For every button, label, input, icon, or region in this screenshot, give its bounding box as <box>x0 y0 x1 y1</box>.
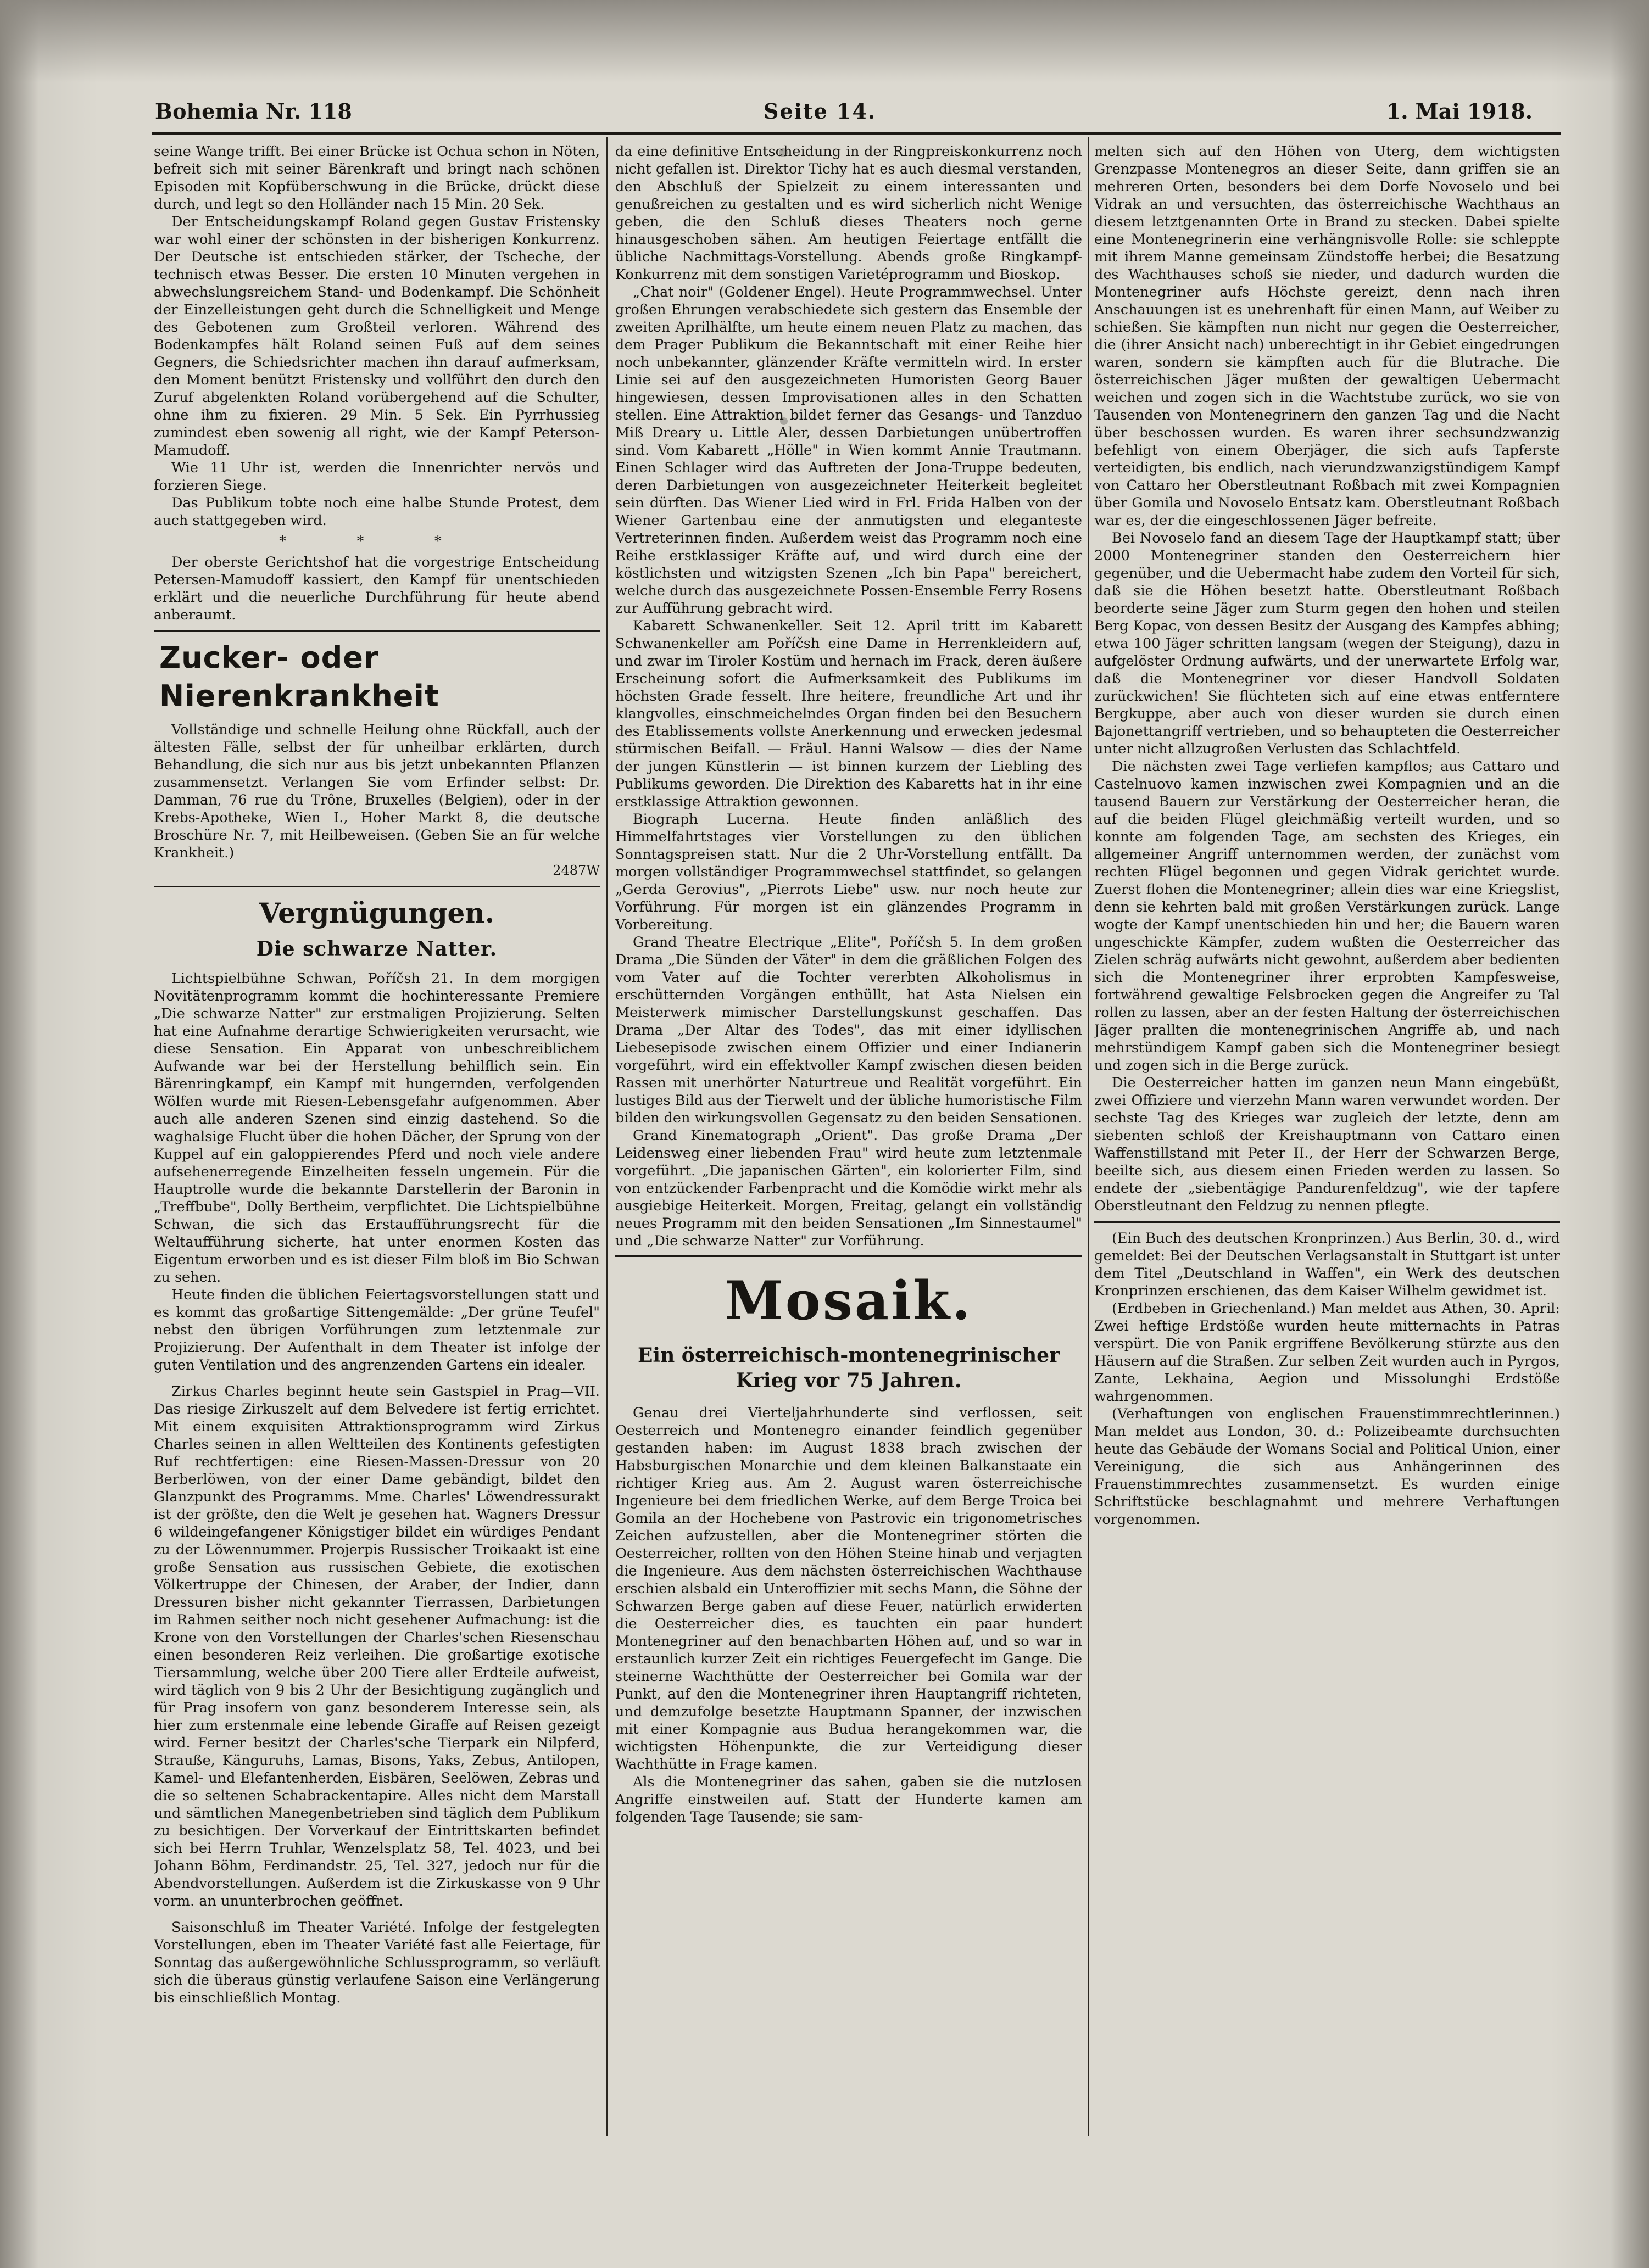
article-paragraph: melten sich auf den Höhen von Uterg, dem wichtigsten Grenzpasse Montenegros an dieser Seite, dann griffen sie an mehreren Orten, besonders bei dem Dorfe Novoselo und bei Vidrak an und versuchten, das österreichische Wachthaus an diesem letztgenannten Orte in Brand zu stecken. Dabei spielte eine Montenegrinerin eine verhängnisvolle Rolle: sie schleppte mit ihrem Manne gemeinsam Zündstoffe herbei; die Besatzung des Wachthauses schoß sie nieder, und dadurch wurden die Montenegriner aufs Höchste gereizt, denn nach ihren Anschauungen ist es unehrenhaft für einen Mann, auf Weiber zu schießen. Sie kämpften nun nicht nur gegen die Oesterreicher, die (ihrer Ansicht nach) unberechtigt in ihr Gebiet eingedrungen waren, sondern sie kämpften auch für die Blutrache. Die österreichischen Jäger mußten der gewaltigen Uebermacht weichen und zogen sich in die Wachtstube zurück, wo sie von Tausenden von Montenegrinern den ganzen Tag und die Nacht über beschossen wurden. Es waren ihrer sechsundzwanzig befehligt von einem Oberjäger, die sich aufs Tapferste verteidigten, bis endlich, nach vierundzwanzigstündigem Kampf von Cattaro her Oberstleutnant Roßbach mit zwei Kompagnien über Gomila und Novoselo Entsatz kam. Oberstleutnant Roßbach war es, der die eingeschlossenen Jäger befreite. <box>1094 143 1560 529</box>
column-right <box>1094 143 1560 2136</box>
scan-shadow-left <box>0 0 38 2268</box>
news-item: (Ein Buch des deutschen Kronprinzen.) Aus Berlin, 30. d., wird gemeldet: Bei der Deutschen Verlagsanstalt in Stuttgart ist unter dem Titel „Deutschland in Waffen", ein Werk des deutschen Kronprinzen erschienen, das dem Kaiser Wilhelm gewidmet ist. <box>1094 1230 1560 1299</box>
page-number: Seite 14. <box>764 99 877 124</box>
article-paragraph: Zirkus Charles beginnt heute sein Gastspiel in Prag—VII. Das riesige Zirkuszelt auf dem Belvedere ist fertig errichtet. Mit einem exquisiten Attraktionsprogramm wird Zirkus Charles seinen in allen Weltteilen des Kontinents gefestigten Ruf rechtfertigen: eine Riesen-Massen-Dressur von 20 Berberlöwen, von der einer Dame gebändigt, bildet den Glanzpunkt des Programms. Mme. Charles' Löwendressurakt ist der größte, den die Welt je gesehen hat. Wagners Dressur 6 wildeingefangener Königstiger bildet ein würdiges Pendant zu der Löwennummer. Projerpis Russischer Troikaakt ist eine große Sensation aus russischen Gebiete, die exotischen Völkertruppe der Chinesen, der Araber, der Indier, dann Dressuren bisher nicht gekannter Tierrassen, Darbietungen im Rahmen seither noch nicht gesehener Aufmachung: ist die Krone von den Vorstellungen der Charles'schen Riesenschau einen besonderen Reiz verleihen. Die großartige exotische Tiersammlung, welche über 200 Tiere aller Erdteile aufweist, wird täglich von 9 bis 2 Uhr der Besichtigung zugänglich und für Prag insofern von ganz besonderem Interesse sein, als hier zum erstenmale eine lebende Giraffe auf Reisen gezeigt wird. Ferner besitzt der Charles'sche Tierpark ein Nilpferd, Strauße, Känguruhs, Lamas, Bisons, Yaks, Zebus, Antilopen, Kamel- und Elefantenherden, Eisbären, Seelöwen, Zebras und die so seltenen Schabrackentapire. Alles nicht dem Marstall und sämtlichen Manegenbetrieben sind täglich dem Publikum zu besichtigen. Der Vorverkauf der Eintrittskarten befindet sich bei Herrn Truhlar, Wenzelsplatz 58, Tel. 4023, und bei Johann Böhm, Ferdinandstr. 25, Tel. 327, jedoch nur für die Abendvorstellungen. Außerdem ist die Zirkuskasse von 9 Uhr vorm. an ununterbrochen geöffnet. <box>154 1383 600 1909</box>
header-rule <box>152 132 1561 135</box>
section-stars: * * * <box>279 533 475 550</box>
article-paragraph: Lichtspielbühne Schwan, Poříčsh 21. In dem morgigen Novitätenprogramm kommt die hochinteressante Premiere „Die schwarze Natter" zur erstmaligen Projizierung. Selten hat eine Aufnahme derartige Schwierigkeiten verursacht, wie diese Sensation. Ein Apparat von unbeschreiblichem Aufwande war bei der Herstellung behilflich sein. Ein Bärenringkampf, ein Kampf mit hungernden, verfolgenden Wölfen wurde mit Riesen-Lebensgefahr aufgenommen. Aber auch alle anderen Szenen sind einzig dastehend. So die waghalsige Flucht über die hohen Dächer, der Sprung von der Kuppel auf ein galoppierendes Pferd und noch viele andere aufsehenerregende Einzelheiten fesseln ungemein. Für die Hauptrolle wurde die bekannte Darstellerin der Baronin in „Treffbube", Dolly Bertheim, verpflichtet. Die Lichtspielbühne Schwan, die sich das Erstaufführungsrecht für die Weltaufführung sicherte, hat unter enormen Kosten das Eigentum erworben und es ist dieser Film bloß im Bio Schwan zu sehen. <box>154 970 600 1286</box>
scan-shadow-top <box>0 0 1649 82</box>
article-paragraph: Der oberste Gerichtshof hat die vorgestrige Entscheidung Petersen-Mamudoff kassiert, den Kampf für unentschieden erklärt und die neuerliche Durchführung für heute abend anberaumt. <box>154 554 600 623</box>
article-paragraph: da eine definitive Entscheidung in der Ringpreiskonkurrenz noch nicht gefallen ist. Direktor Tichy hat es auch diesmal verstanden, den Abschluß der Spielzeit zu einem interessanten und genußreichen zu gestalten und es wird sicherlich nicht Wenige geben, die den Schluß dieses Theaters noch gerne hinausgeschoben sähen. Am heutigen Feiertage entfällt die übliche Nachmittags-Vorstellung. Abends große Ringkampf-Konkurrenz mit dem sonstigen Varietéprogramm und Bioskop. <box>615 143 1082 283</box>
article-paragraph: Das Publikum tobte noch eine halbe Stunde Protest, dem auch stattgegeben wird. <box>154 495 600 529</box>
divider <box>154 886 600 887</box>
article-paragraph: „Chat noir" (Goldener Engel). Heute Programmwechsel. Unter großen Ehrungen verabschiedete sich gestern das Ensemble der zweiten Aprilhälfte, um heute einem neuen Platz zu machen, das dem Prager Publikum die Bekanntschaft mit einer Reihe hier noch unbekannter, glänzender Kräfte vermitteln wird. In erster Linie sei auf den ausgezeichneten Humoristen Georg Bauer hingewiesen, dessen Improvisationen alles in den Schatten stellen. Eine Attraktion bildet ferner das Gesangs- und Tanzduo Miß Dreary u. Little Aler, dessen Darbietungen unübertroffen sind. Vom Kabarett „Hölle" in Wien kommt Annie Trautmann. Einen Schlager wird das Auftreten der Jona-Truppe bedeuten, deren Darbietungen von ausgezeichneter Heiterkeit begleitet sein dürften. Das Wiener Lied wird in Frl. Frida Halben von der Wiener Gartenbau eine der anmutigsten und eleganteste Vertreterinnen finden. Außerdem weist das Programm noch eine Reihe erstklassiger Kräfte auf, und wird durch eine der köstlichsten und witzigsten Szenen „Ich bin Papa" bereichert, welche durch das ausgezeichnete Possen-Ensemble Ferry Rosens zur Aufführung gebracht wird. <box>615 284 1082 617</box>
column-middle <box>615 143 1082 2136</box>
article-paragraph: Kabarett Schwanenkeller. Seit 12. April tritt im Kabarett Schwanenkeller am Poříčsh eine Dame in Herrenkleidern auf, und zwar im Tiroler Kostüm und hernach im Frack, deren äußere Erscheinung sofort die Aufmerksamkeit des Publikums im höchsten Grade fesselt. Ihre heitere, freundliche Art und ihr klangvolles, einschmeichelndes Organ finden bei den Besuchern des Etablissements vollste Anerkennung und erwecken jedesmal stürmischen Beifall. — Fräul. Hanni Walsow — dies der Name der jungen Künstlerin — ist binnen kurzem der Liebling des Publikums geworden. Die Direktion des Kabaretts hat in ihr eine erstklassige Attraktion gewonnen. <box>615 618 1082 810</box>
article-paragraph: Bei Novoselo fand an diesem Tage der Hauptkampf statt; über 2000 Montenegriner standen den Oesterreichern hier gegenüber, und die Uebermacht habe zudem den Vorteil für sich, daß sie die Höhen besetzt hatte. Oberstleutnant Roßbach beorderte seine Jäger zum Sturm gegen den hohen und steilen Berg Kopac, von dessen Besitz der Ausgang des Kampfes abhing; etwa 100 Jäger schritten langsam (wegen der Steigung), dazu in aufgelöster Ordnung aufwärts, und der unerwartete Erfolg war, daß die Montenegriner vor dieser Handvoll Soldaten zurückwichen! Sie flüchteten sich auf eine etwas entferntere Bergkuppe, aber auch von dieser wurden sie durch einen Bajonettangriff vertrieben, und so behaupteten die Oesterreicher unter nicht allzugroßen Verlusten das Schlachtfeld. <box>1094 530 1560 757</box>
news-item: (Erdbeben in Griechenland.) Man meldet aus Athen, 30. April: Zwei heftige Erdstöße wurden heute mitternachts in Patras verspürt. Die von Panik ergriffene Bevölkerung stürzte aus den Häusern auf die Straßen. Zur selben Zeit wurden auch in Pyrgos, Zante, Lekhaina, Aegion und Missolunghi Erdstöße wahrgenommen. <box>1094 1300 1560 1405</box>
article-paragraph: Der Entscheidungskampf Roland gegen Gustav Fristensky war wohl einer der schönsten in der bisherigen Konkurrenz. Der Deutsche ist entschieden stärker, der Tscheche, der technisch etwas Besser. Die ersten 10 Minuten vergehen in abwechslungsreichem Stand- und Bodenkampf. Die Schönheit der Einzelleistungen geht durch die Schnelligkeit und Menge des Gebotenen zum Großteil verloren. Während des Bodenkampfes hält Roland seinen Fuß auf dem seines Gegners, die Schiedsrichter machen ihn darauf aufmerksam, den Moment benützt Fristensky und vollführt den durch den Zuruf abgelenkten Roland vorübergehend auf die Schulter, ohne ihm zu fixieren. 29 Min. 5 Sek. Ein Pyrrhussieg zumindest eben sowenig all right, wie der Kampf Peterson-Mamudoff. <box>154 214 600 459</box>
article-paragraph: Grand Kinematograph „Orient". Das große Drama „Der Leidensweg einer liebenden Frau" wird heute zum letztenmale vorgeführt. „Die japanischen Gärten", ein kolorierter Film, sind von entzückender Farbenpracht und die Komödie wirkt mehr als ausgiebige Heiterkeit. Morgen, Freitag, gelangt ein vollständig neues Programm mit den beiden Sensationen „Im Sinnestaumel" und „Die schwarze Natter" zur Vorführung. <box>615 1127 1082 1249</box>
article-paragraph: Die nächsten zwei Tage verliefen kampflos; aus Cattaro und Castelnuovo kamen inzwischen zwei Kompagnien und an die tausend Bauern zur Verstärkung der Oesterreicher heran, die auf die beiden Flügel gleichmäßig verteilt wurden, und so konnte am folgenden Tage, am sechsten des Krieges, ein allgemeiner Angriff unternommen werden, der zunächst vom rechten Flügel begonnen und gegen Vidrak gerichtet wurde. Zuerst flohen die Montenegriner; allein dies war eine Kriegslist, denn sie kehrten bald mit großen Verstärkungen zurück. Lange wogte der Kampf unentschieden hin und her; die Bauern waren ungeschickte Kämpfer, zudem wußten die Oesterreicher das Zielen schräg aufwärts nicht gewohnt, außerdem aber bedienten sich die Montenegriner ihrer erprobten Kampfesweise, fortwährend gewaltige Felsbrocken gegen die Angreifer zu Tal rollen zu lassen, aber an der festen Haltung der österreichischen Jäger prallten die montenegrinischen Angriffe ab, und nach mehrstündigem Kampf gaben sich die Montenegriner besiegt und zogen sich in die Berge zurück. <box>1094 758 1560 1074</box>
ink-blot <box>780 417 788 425</box>
article-paragraph: Grand Theatre Electrique „Elite", Poříčsh 5. In dem großen Drama „Die Sünden der Väter" in dem die gräßlichen Folgen des vom Vater auf die Tochter vererbten Alkoholismus in erschütternden Vorgängen enthüllt, hat Asta Nielsen ein Meisterwerk mimischer Darstellungskunst geschaffen. Das Drama „Der Altar des Todes", das mit einer idyllischen Liebesepisode zwischen einem Offizier und einer Indianerin vorgeführt, wird ein effektvoller Kampf zwischen diesen beiden Rassen mit unerhörter Naturtreue und Realität vorgeführt. Ein lustiges Bild aus der Tierwelt und der übliche humoristische Film bilden den wirkungsvollen Gegensatz zu den beiden Sensationen. <box>615 934 1082 1126</box>
divider <box>615 1255 1082 1257</box>
article-paragraph: Wie 11 Uhr ist, werden die Innenrichter nervös und forzieren Siege. <box>154 460 600 494</box>
article-paragraph: Biograph Lucerna. Heute finden anläßlich des Himmelfahrtstages vier Vorstellungen zu den üblichen Sonntagspreisen statt. Nur die 2 Uhr-Vorstellung entfällt. Da morgen vollständiger Programmwechsel stattfindet, so gelangen „Gerda Gerovius", „Pierrots Liebe" usw. nur noch heute zur Vorführung. Für morgen ist ein glänzendes Programm in Vorbereitung. <box>615 811 1082 933</box>
article-headline: Ein österreichisch-montenegrinischer Krieg vor 75 Jahren. <box>637 1344 1060 1392</box>
spacer <box>154 1910 600 1919</box>
advertisement-title: Zucker- oder Nierenkrankheit <box>159 640 439 713</box>
column-divider <box>606 137 608 2136</box>
advertisement-code: 2487W <box>553 863 600 878</box>
column-left <box>154 143 600 2136</box>
article-paragraph: Heute finden die üblichen Feiertagsvorstellungen statt und es kommt das großartige Sittengemälde: „Der grüne Teufel" nebst den übrigen Vorführungen zum letztenmale zur Projizierung. Der Aufenthalt in dem Theater ist infolge der guten Ventilation und des angrenzenden Gartens ein idealer. <box>154 1287 600 1373</box>
article-paragraph: Saisonschluß im Theater Variété. Infolge der festgelegten Vorstellungen, eben im Theater Variété fast alle Feiertage, für Sonntag das außergewöhnliche Schlussprogramm, so verläuft sich die überaus günstig verlaufene Saison eine Verlängerung bis einschließlich Montag. <box>154 1919 600 2006</box>
divider <box>1094 1221 1560 1223</box>
issue-date: 1. Mai 1918. <box>1386 99 1533 124</box>
masthead-publication: Bohemia Nr. 118 <box>155 99 352 124</box>
section-title: Mosaik. <box>725 1270 973 1332</box>
article-paragraph: Als die Montenegriner das sahen, gaben sie die nutzlosen Angriffe einstweilen auf. Statt der Hunderte kamen am folgenden Tage Tausende; sie sam- <box>615 1774 1082 1825</box>
section-subtitle: Die schwarze Natter. <box>256 937 498 960</box>
section-title: Vergnügungen. <box>259 897 495 929</box>
spacer <box>154 1374 600 1383</box>
advertisement-text: Vollständige und schnelle Heilung ohne Rückfall, auch der ältesten Fälle, selbst der für unheilbar erklärten, durch Behandlung, die sich nur aus bis jetzt unbekannten Pflanzen zusammensetzt. Verlangen Sie vom Erfinder selbst: Dr. Damman, 76 rue du Trône, Bruxelles (Belgien), oder in der Krebs-Apotheke, Wien I., Hoher Markt 8, die deutsche Broschüre Nr. 7, mit Heilbeweisen. (Geben Sie an für welche Krankheit.) <box>154 722 600 861</box>
scan-shadow-right <box>1611 0 1649 2268</box>
divider <box>154 630 600 632</box>
article-paragraph: seine Wange trifft. Bei einer Brücke ist Ochua schon in Nöten, befreit sich mit seiner Bärenkraft und bringt nach schönen Episoden mit Kopfüberschwung in die Brücke, drückt diese durch, und legt so den Holländer nach 15 Min. 20 Sek. <box>154 143 600 213</box>
article-paragraph: Genau drei Vierteljahrhunderte sind verflossen, seit Oesterreich und Montenegro einander feindlich gegenüber gestanden haben: im August 1838 brach zwischen der Habsburgischen Monarchie und dem kleinen Balkanstaate ein richtiger Krieg aus. Am 2. August waren österreichische Ingenieure bei dem friedlichen Werke, auf dem Berge Troica bei Gomila an der Hochebene von Pastrovic ein trigonometrisches Zeichen aufzustellen, aber die Montenegriner störten die Oesterreicher, rollten von den Höhen Steine hinab und verjagten die Ingenieure. Aus dem nächsten österreichischen Wachthause erschien alsbald ein Unteroffizier mit sechs Mann, die Söhne der Schwarzen Berge gaben auf diese Feuer, natürlich erwiderten die Oesterreicher dies, es tauchten ein paar hundert Montenegriner auf den benachbarten Höhen auf, und so war in erstaunlich kurzer Zeit ein richtiges Feuergefecht im Gange. Die steinerne Wachthütte der Oesterreicher bei Gomila war der Punkt, auf den die Montenegriner ihren Hauptangriff richteten, und demzufolge besetzte Hauptmann Spanner, der inzwischen mit einer Kompagnie aus Budua herangekommen war, die wichtigsten Höhenpunkte, die zur Verteidigung dieser Wachthütte in Frage kamen. <box>615 1405 1082 1773</box>
ink-blot <box>779 148 788 157</box>
news-item: (Verhaftungen von englischen Frauenstimmrechtlerinnen.) Man meldet aus London, 30. d.: Polizeibeamte durchsuchten heute das Gebäude der Womans Social and Political Union, einer Vereinigung, die sich aus Anhängerinnen des Frauenstimmrechtes zusammensetzt. Es wurden einige Schriftstücke beschlagnahmt und mehrere Verhaftungen vorgenommen. <box>1094 1406 1560 1528</box>
article-paragraph: Die Oesterreicher hatten im ganzen neun Mann eingebüßt, zwei Offiziere und vierzehn Mann waren verwundet worden. Der sechste Tag des Krieges war zugleich der letzte, denn am siebenten schloß der Kreishauptmann von Cattaro einen Waffenstillstand mit Peter II., der Herr der Schwarzen Berge, beeilte sich, aus diesem einen Frieden werden zu lassen. So endete der „siebentägige Pandurenfeldzug", wie der tapfere Oberstleutnant den Feldzug zu nennen pflegte. <box>1094 1075 1560 1214</box>
column-divider <box>1088 137 1089 2136</box>
